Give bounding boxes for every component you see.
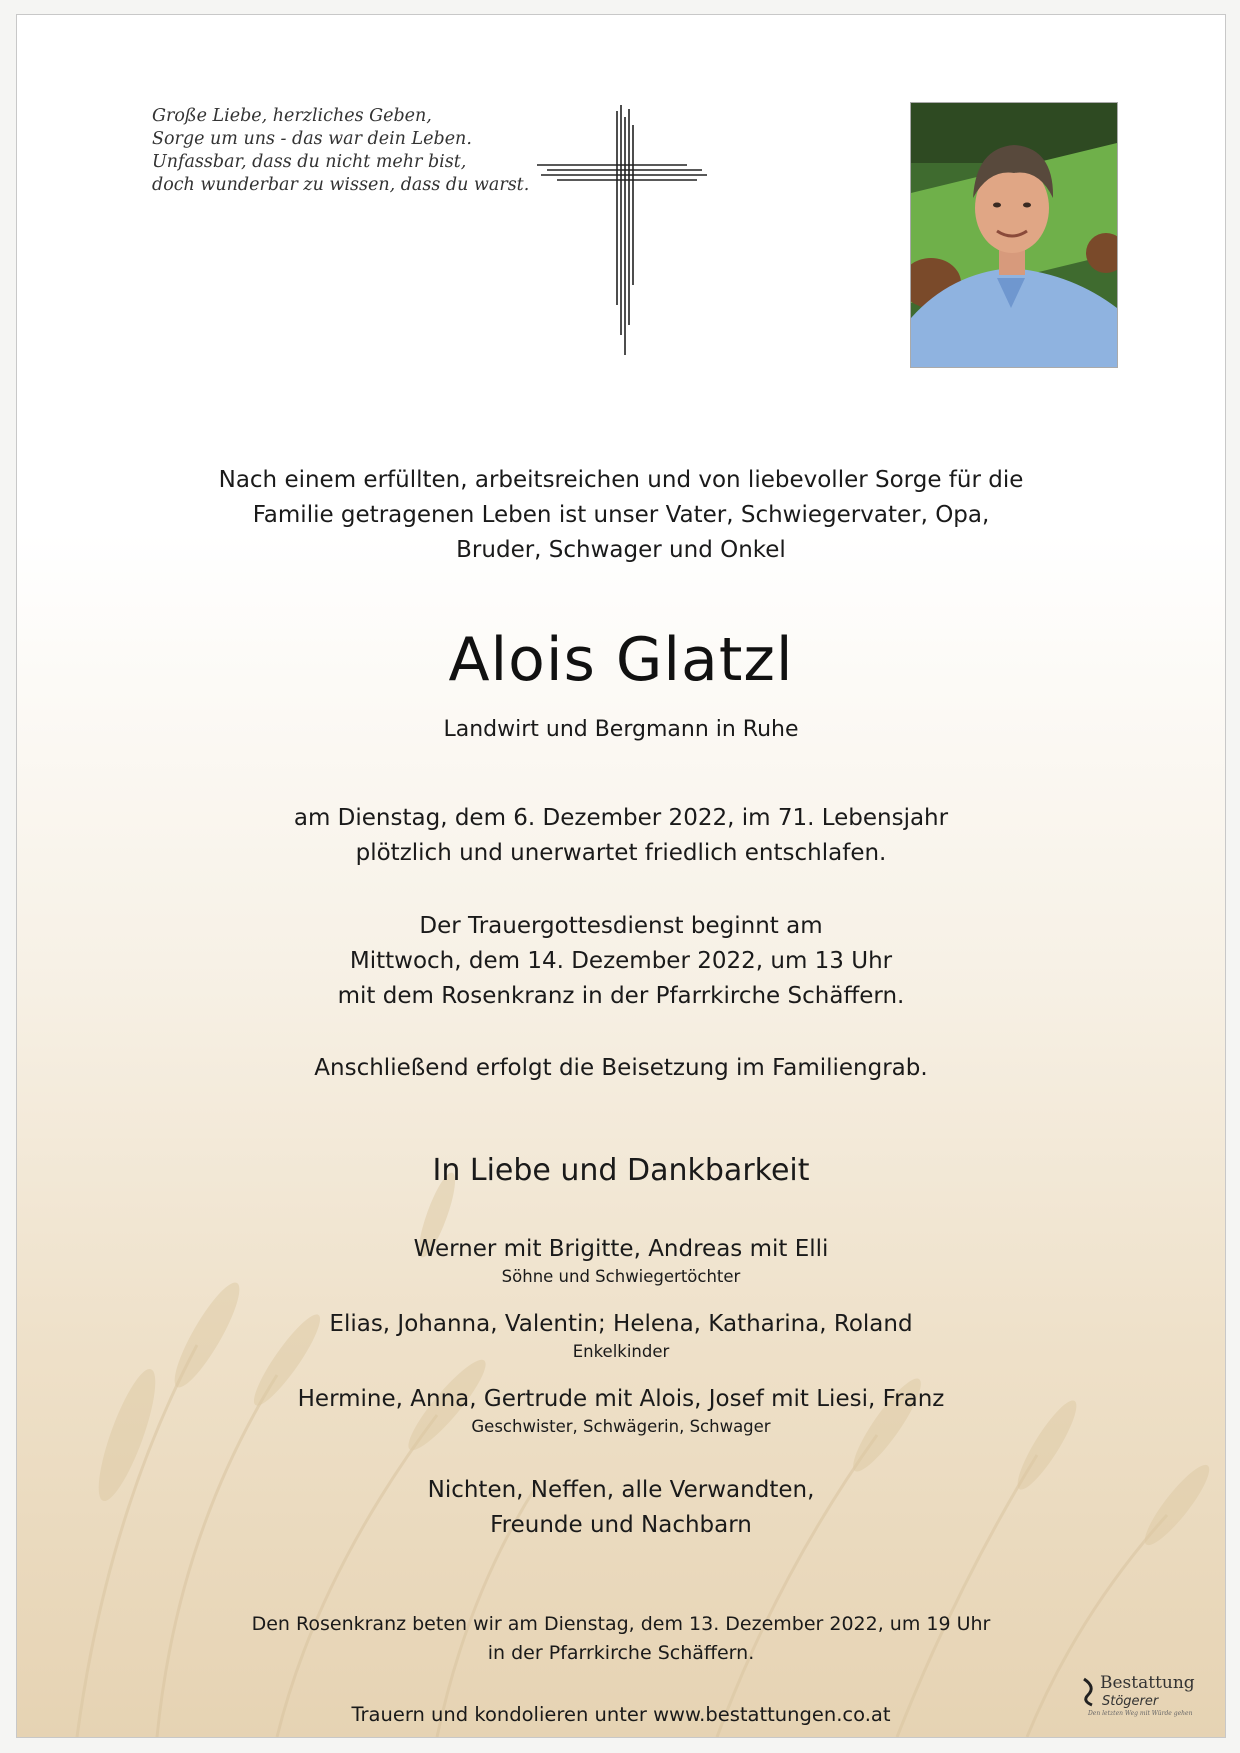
mourner-relation: Enkelkinder [572,1342,670,1361]
service-line: mit dem Rosenkranz in der Pfarrkirche Schäffern. [337,983,905,1009]
mourners-list [17,1233,1225,1458]
other-mourners [17,1473,1225,1543]
poem-line: Große Liebe, herzliches Geben, [152,106,432,126]
deceased-occupation: Landwirt und Bergmann in Ruhe [443,717,799,742]
rosary-info [17,1610,1225,1668]
logo-tagline: Den letzten Weg mit Würde gehen [1088,1710,1193,1717]
death-line: am Dienstag, dem 6. Dezember 2022, im 71. Lebensjahr [293,805,949,831]
condolence-line: Trauern und kondolieren unter www.bestattungen.co.at [351,1703,891,1726]
portrait-photo [910,102,1118,368]
burial-info: Anschließend erfolgt die Beisetzung im Familiengrab. [314,1055,928,1081]
thanks-heading: In Liebe und Dankbarkeit [432,1153,810,1188]
service-line: Mittwoch, dem 14. Dezember 2022, um 13 Uhr [349,948,893,974]
mourner-names: Elias, Johanna, Valentin; Helena, Katharina, Roland [329,1311,913,1337]
logo-subtitle: Stögerer [1102,1694,1159,1709]
mourner-group [17,1233,1225,1289]
leaf-icon [1082,1677,1096,1707]
funeral-service-info [17,909,1225,1014]
death-line: plötzlich und unerwartet friedlich entschlafen. [355,840,887,866]
cross-icon [537,105,717,365]
mourner-names: Hermine, Anna, Gertrude mit Alois, Josef mit Liesi, Franz [297,1386,945,1412]
service-line: Der Trauergottesdienst beginnt am [419,913,823,939]
mourner-group [17,1308,1225,1364]
other-mourners-line: Nichten, Neffen, alle Verwandten, [427,1477,815,1503]
intro-line: Bruder, Schwager und Onkel [456,537,786,563]
poem-line: doch wunderbar zu wissen, dass du warst. [152,175,530,195]
death-notice [17,801,1225,871]
intro-line: Familie getragenen Leben ist unser Vater, Schwiegervater, Opa, [252,502,990,528]
mourner-group [17,1383,1225,1439]
mourner-names: Werner mit Brigitte, Andreas mit Elli [413,1236,829,1262]
rosary-line: Den Rosenkranz beten wir am Dienstag, dem 13. Dezember 2022, um 19 Uhr [251,1613,991,1635]
funeral-home-logo [1082,1673,1202,1719]
logo-title: Bestattung [1100,1673,1195,1693]
intro-text [17,463,1225,568]
mourner-relation: Geschwister, Schwägerin, Schwager [471,1417,771,1436]
poem-line: Sorge um uns - das war dein Leben. [152,129,472,149]
poem-line: Unfassbar, dass du nicht mehr bist, [152,152,467,172]
poem [152,105,530,197]
other-mourners-line: Freunde und Nachbarn [490,1512,752,1538]
obituary-page [16,14,1226,1738]
mourner-relation: Söhne und Schwiegertöchter [501,1267,741,1286]
intro-line: Nach einem erfüllten, arbeitsreichen und von liebevoller Sorge für die [218,467,1024,493]
rosary-line: in der Pfarrkirche Schäffern. [487,1642,755,1664]
deceased-name: Alois Glatzl [448,625,794,695]
